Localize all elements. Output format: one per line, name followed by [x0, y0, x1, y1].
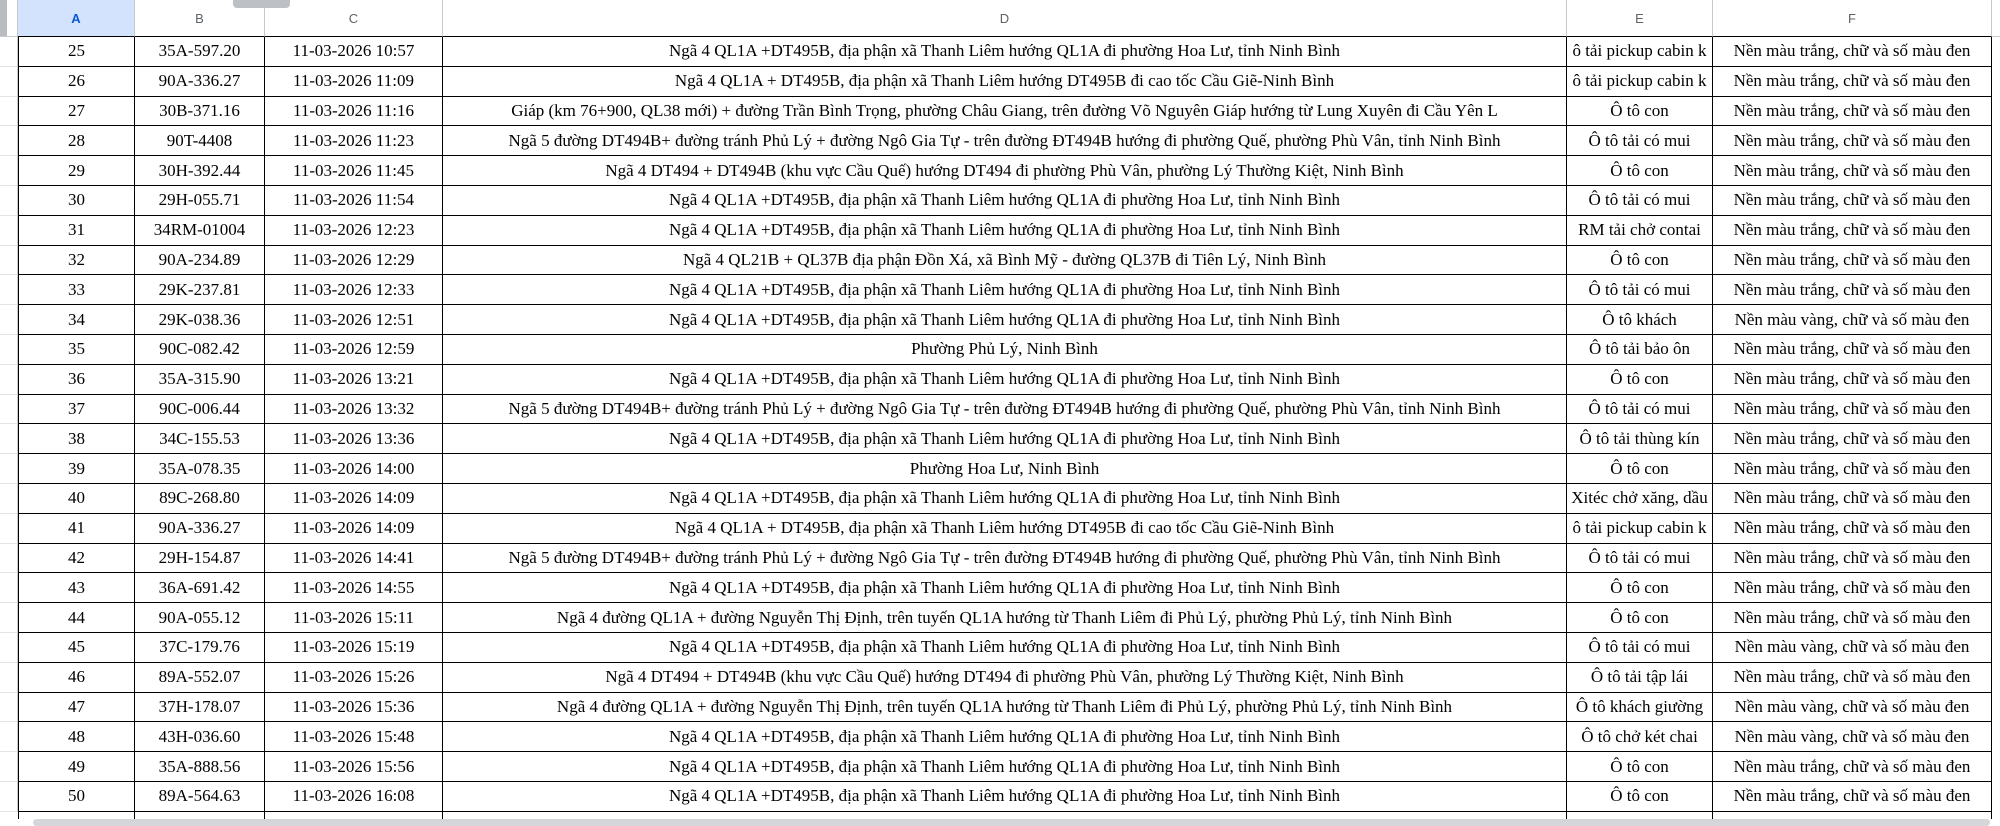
cell-a[interactable]: 35: [18, 335, 135, 365]
cell-a[interactable]: 43: [18, 573, 135, 603]
cell-plate[interactable]: 90A-336.27: [135, 67, 265, 97]
cell-location[interactable]: Ngã 4 QL1A +DT495B, địa phận xã Thanh Liêm hướng QL1A đi phường Hoa Lư, tỉnh Ninh Bình: [443, 186, 1567, 216]
cell-overflow: [1992, 395, 2000, 425]
table-row: [0, 633, 2000, 663]
cell-location[interactable]: Ngã 4 QL1A +DT495B, địa phận xã Thanh Liêm hướng QL1A đi phường Hoa Lư, tỉnh Ninh Bình: [443, 275, 1567, 305]
cell-plate-color[interactable]: Nền màu vàng, chữ và số màu đen: [1713, 722, 1992, 752]
row-gutter-cell[interactable]: [0, 454, 18, 484]
cell-overflow: [1992, 97, 2000, 127]
table-row: [0, 156, 2000, 186]
cell-vehicle-type[interactable]: Ô tô con: [1567, 573, 1713, 603]
cell-a[interactable]: 31: [18, 216, 135, 246]
cell-vehicle-type[interactable]: Ô tô tải có mui: [1567, 544, 1713, 574]
cell-overflow: [1992, 424, 2000, 454]
cell-datetime[interactable]: 11-03-2026 16:08: [265, 782, 443, 812]
cell-location[interactable]: Ngã 5 đường DT494B+ đường tránh Phủ Lý + đường Ngô Gia Tự - trên đường ĐT494B hướng đi phường Quế, phường Phù Vân, tỉnh Ninh Bình: [443, 395, 1567, 425]
cell-vehicle-type[interactable]: Ô tô tải thùng kín: [1567, 424, 1713, 454]
cell-datetime[interactable]: 11-03-2026 12:33: [265, 275, 443, 305]
cell-overflow: [1992, 305, 2000, 335]
row-gutter-cell[interactable]: [0, 752, 18, 782]
cell-vehicle-type[interactable]: Ô tô con: [1567, 782, 1713, 812]
cell-datetime[interactable]: 11-03-2026 15:11: [265, 603, 443, 633]
cell-overflow: [1992, 722, 2000, 752]
cell-location[interactable]: Ngã 4 QL1A +DT495B, địa phận xã Thanh Liêm hướng QL1A đi phường Hoa Lư, tỉnh Ninh Bình: [443, 573, 1567, 603]
cell-location[interactable]: Ngã 4 QL1A +DT495B, địa phận xã Thanh Liêm hướng QL1A đi phường Hoa Lư, tỉnh Ninh Bình: [443, 424, 1567, 454]
cell-location[interactable]: Ngã 4 DT494 + DT494B (khu vực Cầu Quế) hướng DT494 đi phường Phù Vân, phường Lý Thường Kiệt, Ninh Bình: [443, 663, 1567, 693]
table-row: [0, 424, 2000, 454]
cell-a[interactable]: 36: [18, 365, 135, 395]
cell-a[interactable]: 33: [18, 275, 135, 305]
row-gutter-cell[interactable]: [0, 37, 18, 67]
cell-location[interactable]: Ngã 4 QL1A +DT495B, địa phận xã Thanh Liêm hướng QL1A đi phường Hoa Lư, tỉnh Ninh Bình: [443, 365, 1567, 395]
cell-plate-color[interactable]: Nền màu trắng, chữ và số màu đen: [1713, 246, 1992, 276]
cell-vehicle-type[interactable]: Ô tô tải có mui: [1567, 186, 1713, 216]
cell-datetime[interactable]: 11-03-2026 14:41: [265, 544, 443, 574]
cell-a[interactable]: 39: [18, 454, 135, 484]
cell-plate[interactable]: 35A-888.56: [135, 752, 265, 782]
row-gutter-cell[interactable]: [0, 156, 18, 186]
row-gutter-cell[interactable]: [0, 663, 18, 693]
cell-location[interactable]: Ngã 4 đường QL1A + đường Nguyễn Thị Định, trên tuyến QL1A hướng từ Thanh Liêm đi Phủ Lý, phường Phủ Lý, tỉnh Ninh Bình: [443, 693, 1567, 723]
cell-overflow: [1992, 246, 2000, 276]
cell-location[interactable]: Ngã 4 đường QL1A + đường Nguyễn Thị Định, trên tuyến QL1A hướng từ Thanh Liêm đi Phủ Lý, phường Phủ Lý, tỉnh Ninh Bình: [443, 603, 1567, 633]
row-gutter-cell[interactable]: [0, 424, 18, 454]
cell-vehicle-type[interactable]: Ô tô tải có mui: [1567, 275, 1713, 305]
cell-plate[interactable]: 34RM-01004: [135, 216, 265, 246]
cell-a[interactable]: 34: [18, 305, 135, 335]
cell-plate[interactable]: 89A-564.63: [135, 782, 265, 812]
cell-overflow: [1992, 544, 2000, 574]
table-row: [0, 275, 2000, 305]
cell-a[interactable]: 38: [18, 424, 135, 454]
column-header-a[interactable]: A: [18, 0, 135, 37]
cell-datetime[interactable]: 11-03-2026 14:09: [265, 514, 443, 544]
cell-overflow: [1992, 126, 2000, 156]
table-row: [0, 395, 2000, 425]
cell-vehicle-type[interactable]: Ô tô khách giường: [1567, 693, 1713, 723]
cell-a[interactable]: 44: [18, 603, 135, 633]
cell-datetime[interactable]: 11-03-2026 11:09: [265, 67, 443, 97]
cell-plate[interactable]: 30B-371.16: [135, 97, 265, 127]
cell-vehicle-type[interactable]: ô tải pickup cabin k: [1567, 67, 1713, 97]
corner-box: [0, 0, 7, 36]
cell-a[interactable]: 47: [18, 693, 135, 723]
scroll-notch: [233, 0, 290, 8]
column-header-b[interactable]: B: [135, 0, 265, 37]
cell-datetime[interactable]: 11-03-2026 15:19: [265, 633, 443, 663]
cell-datetime[interactable]: 11-03-2026 15:48: [265, 722, 443, 752]
table-row: [0, 752, 2000, 782]
cell-a[interactable]: 45: [18, 633, 135, 663]
cell-plate[interactable]: 43H-036.60: [135, 722, 265, 752]
cell-a[interactable]: 27: [18, 97, 135, 127]
row-gutter-cell[interactable]: [0, 365, 18, 395]
cell-plate-color[interactable]: Nền màu trắng, chữ và số màu đen: [1713, 454, 1992, 484]
cell-vehicle-type[interactable]: RM tải chở contai: [1567, 216, 1713, 246]
cell-vehicle-type[interactable]: Ô tô tải tập lái: [1567, 663, 1713, 693]
cell-plate-color[interactable]: Nền màu trắng, chữ và số màu đen: [1713, 663, 1992, 693]
column-header-f[interactable]: F: [1713, 0, 1992, 37]
cell-datetime[interactable]: 11-03-2026 12:59: [265, 335, 443, 365]
cell-datetime[interactable]: 11-03-2026 12:23: [265, 216, 443, 246]
cell-overflow: [1992, 663, 2000, 693]
table-row: [0, 722, 2000, 752]
cell-overflow: [1992, 156, 2000, 186]
cell-vehicle-type[interactable]: Ô tô tải bảo ôn: [1567, 335, 1713, 365]
cell-datetime[interactable]: 11-03-2026 15:36: [265, 693, 443, 723]
cell-plate-color[interactable]: Nền màu trắng, chữ và số màu đen: [1713, 156, 1992, 186]
table-row: [0, 365, 2000, 395]
row-gutter-cell[interactable]: [0, 275, 18, 305]
cell-overflow: [1992, 573, 2000, 603]
cell-vehicle-type[interactable]: Ô tô con: [1567, 603, 1713, 633]
row-gutter-cell[interactable]: [0, 67, 18, 97]
cell-datetime[interactable]: 11-03-2026 14:55: [265, 573, 443, 603]
table-row: [0, 186, 2000, 216]
row-gutter-header[interactable]: [0, 0, 18, 37]
table-row: [0, 126, 2000, 156]
row-gutter-cell[interactable]: [0, 246, 18, 276]
cell-location[interactable]: Ngã 5 đường DT494B+ đường tránh Phủ Lý + đường Ngô Gia Tự - trên đường ĐT494B hướng đi phường Quế, phường Phù Vân, tỉnh Ninh Bình: [443, 544, 1567, 574]
cell-vehicle-type[interactable]: Ô tô tải có mui: [1567, 395, 1713, 425]
column-header-e[interactable]: E: [1567, 0, 1713, 37]
cell-location[interactable]: Ngã 4 QL1A +DT495B, địa phận xã Thanh Liêm hướng QL1A đi phường Hoa Lư, tỉnh Ninh Bình: [443, 752, 1567, 782]
table-row: [0, 484, 2000, 514]
cell-datetime[interactable]: 11-03-2026 13:21: [265, 365, 443, 395]
cell-datetime[interactable]: 11-03-2026 11:16: [265, 97, 443, 127]
cell-plate[interactable]: 36A-691.42: [135, 573, 265, 603]
row-gutter-cell[interactable]: [0, 544, 18, 574]
row-gutter-cell[interactable]: [0, 603, 18, 633]
cell-plate[interactable]: 29K-237.81: [135, 275, 265, 305]
cell-plate[interactable]: 90C-006.44: [135, 395, 265, 425]
cell-overflow: [1992, 186, 2000, 216]
row-gutter-cell[interactable]: [0, 395, 18, 425]
cell-plate-color[interactable]: Nền màu trắng, chữ và số màu đen: [1713, 365, 1992, 395]
cell-datetime[interactable]: 11-03-2026 15:26: [265, 663, 443, 693]
cell-plate[interactable]: 37H-178.07: [135, 693, 265, 723]
cell-overflow: [1992, 365, 2000, 395]
row-gutter-cell[interactable]: [0, 782, 18, 812]
cell-plate[interactable]: 30H-392.44: [135, 156, 265, 186]
cell-overflow: [1992, 216, 2000, 246]
cell-a[interactable]: 28: [18, 126, 135, 156]
cell-vehicle-type[interactable]: Ô tô khách: [1567, 305, 1713, 335]
cell-a[interactable]: 42: [18, 544, 135, 574]
cell-a[interactable]: 37: [18, 395, 135, 425]
column-header-d[interactable]: D: [443, 0, 1567, 37]
cell-datetime[interactable]: 11-03-2026 12:29: [265, 246, 443, 276]
cell-plate-color[interactable]: Nền màu vàng, chữ và số màu đen: [1713, 633, 1992, 663]
cell-plate-color[interactable]: Nền màu trắng, chữ và số màu đen: [1713, 186, 1992, 216]
cell-vehicle-type[interactable]: ô tải pickup cabin k: [1567, 37, 1713, 67]
cell-datetime[interactable]: 11-03-2026 13:36: [265, 424, 443, 454]
cell-plate[interactable]: 29H-055.71: [135, 186, 265, 216]
row-gutter-cell[interactable]: [0, 335, 18, 365]
cell-a[interactable]: 50: [18, 782, 135, 812]
cell-plate-color[interactable]: Nền màu vàng, chữ và số màu đen: [1713, 693, 1992, 723]
cell-vehicle-type[interactable]: Xitéc chở xăng, dầu: [1567, 484, 1713, 514]
cell-a[interactable]: 41: [18, 514, 135, 544]
cell-overflow: [1992, 603, 2000, 633]
row-gutter-cell[interactable]: [0, 633, 18, 663]
cell-plate-color[interactable]: Nền màu trắng, chữ và số màu đen: [1713, 603, 1992, 633]
cell-a[interactable]: 25: [18, 37, 135, 67]
cell-vehicle-type[interactable]: Ô tô tải có mui: [1567, 126, 1713, 156]
cell-vehicle-type[interactable]: ô tải pickup cabin k: [1567, 514, 1713, 544]
cell-a[interactable]: 49: [18, 752, 135, 782]
cell-location[interactable]: Ngã 4 DT494 + DT494B (khu vực Cầu Quế) hướng DT494 đi phường Phù Vân, phường Lý Thường Kiệt, Ninh Bình: [443, 156, 1567, 186]
cell-overflow: [1992, 514, 2000, 544]
cell-location[interactable]: Ngã 4 QL1A +DT495B, địa phận xã Thanh Liêm hướng QL1A đi phường Hoa Lư, tỉnh Ninh Bình: [443, 484, 1567, 514]
cell-a[interactable]: 40: [18, 484, 135, 514]
table-row: [0, 335, 2000, 365]
cell-vehicle-type[interactable]: Ô tô tải có mui: [1567, 633, 1713, 663]
cell-plate-color[interactable]: Nền màu trắng, chữ và số màu đen: [1713, 752, 1992, 782]
table-row: [0, 514, 2000, 544]
cell-datetime[interactable]: 11-03-2026 12:51: [265, 305, 443, 335]
cell-location[interactable]: Ngã 4 QL1A +DT495B, địa phận xã Thanh Liêm hướng QL1A đi phường Hoa Lư, tỉnh Ninh Bình: [443, 722, 1567, 752]
table-row: [0, 603, 2000, 633]
cell-datetime[interactable]: 11-03-2026 11:23: [265, 126, 443, 156]
cell-datetime[interactable]: 11-03-2026 10:57: [265, 37, 443, 67]
column-header-c[interactable]: C: [265, 0, 443, 37]
cell-plate-color[interactable]: Nền màu trắng, chữ và số màu đen: [1713, 514, 1992, 544]
table-row: [0, 216, 2000, 246]
table-row: [0, 544, 2000, 574]
cell-overflow: [1992, 67, 2000, 97]
cell-plate-color[interactable]: Nền màu vàng, chữ và số màu đen: [1713, 305, 1992, 335]
cell-vehicle-type[interactable]: Ô tô con: [1567, 156, 1713, 186]
cell-plate-color[interactable]: Nền màu trắng, chữ và số màu đen: [1713, 395, 1992, 425]
cell-plate-color[interactable]: Nền màu trắng, chữ và số màu đen: [1713, 484, 1992, 514]
cell-location[interactable]: Ngã 4 QL1A +DT495B, địa phận xã Thanh Liêm hướng QL1A đi phường Hoa Lư, tỉnh Ninh Bình: [443, 782, 1567, 812]
cell-overflow: [1992, 335, 2000, 365]
row-gutter-cell[interactable]: [0, 573, 18, 603]
cell-datetime[interactable]: 11-03-2026 14:00: [265, 454, 443, 484]
cell-location[interactable]: Ngã 4 QL1A +DT495B, địa phận xã Thanh Liêm hướng QL1A đi phường Hoa Lư, tỉnh Ninh Bình: [443, 305, 1567, 335]
cell-overflow: [1992, 693, 2000, 723]
row-gutter-cell[interactable]: [0, 186, 18, 216]
column-header-row: [0, 0, 2000, 37]
cell-vehicle-type[interactable]: Ô tô con: [1567, 97, 1713, 127]
cell-overflow: [1992, 633, 2000, 663]
cell-location[interactable]: Giáp (km 76+900, QL38 mới) + đường Trần Bình Trọng, phường Châu Giang, trên đường Võ Nguyên Giáp hướng từ Lung Xuyên đi Cầu Yên L: [443, 97, 1567, 127]
cell-location[interactable]: Ngã 5 đường DT494B+ đường tránh Phủ Lý + đường Ngô Gia Tự - trên đường ĐT494B hướng đi phường Quế, phường Phù Vân, tỉnh Ninh Bình: [443, 126, 1567, 156]
table-row: [0, 454, 2000, 484]
table-row: [0, 693, 2000, 723]
cell-a[interactable]: 48: [18, 722, 135, 752]
cell-plate[interactable]: 35A-315.90: [135, 365, 265, 395]
table-row: [0, 67, 2000, 97]
cell-overflow: [1992, 782, 2000, 812]
cell-plate[interactable]: 89C-268.80: [135, 484, 265, 514]
cell-datetime[interactable]: 11-03-2026 13:32: [265, 395, 443, 425]
cell-location[interactable]: Ngã 4 QL21B + QL37B địa phận Đồn Xá, xã Bình Mỹ - đường QL37B đi Tiên Lý, Ninh Bình: [443, 246, 1567, 276]
cell-plate[interactable]: 29H-154.87: [135, 544, 265, 574]
row-gutter-cell[interactable]: [0, 514, 18, 544]
cell-a[interactable]: 26: [18, 67, 135, 97]
cell-a[interactable]: 29: [18, 156, 135, 186]
cell-plate-color[interactable]: Nền màu trắng, chữ và số màu đen: [1713, 424, 1992, 454]
cell-plate-color[interactable]: Nền màu trắng, chữ và số màu đen: [1713, 335, 1992, 365]
cell-plate-color[interactable]: Nền màu trắng, chữ và số màu đen: [1713, 37, 1992, 67]
cell-vehicle-type[interactable]: Ô tô chở két chai: [1567, 722, 1713, 752]
table-row: [0, 663, 2000, 693]
cell-location[interactable]: Ngã 4 QL1A +DT495B, địa phận xã Thanh Liêm hướng QL1A đi phường Hoa Lư, tỉnh Ninh Bình: [443, 216, 1567, 246]
row-gutter-cell[interactable]: [0, 97, 18, 127]
cell-plate-color[interactable]: Nền màu trắng, chữ và số màu đen: [1713, 126, 1992, 156]
cell-overflow: [1992, 275, 2000, 305]
cell-plate[interactable]: 29K-038.36: [135, 305, 265, 335]
cell-plate-color[interactable]: Nền màu trắng, chữ và số màu đen: [1713, 275, 1992, 305]
cell-plate[interactable]: 90C-082.42: [135, 335, 265, 365]
cell-plate-color[interactable]: Nền màu trắng, chữ và số màu đen: [1713, 544, 1992, 574]
column-header-overflow: [1992, 0, 2000, 37]
row-gutter-cell[interactable]: [0, 722, 18, 752]
table-row: [0, 782, 2000, 812]
cell-plate[interactable]: 34C-155.53: [135, 424, 265, 454]
row-gutter-cell[interactable]: [0, 126, 18, 156]
cell-a[interactable]: 30: [18, 186, 135, 216]
cell-plate[interactable]: 37C-179.76: [135, 633, 265, 663]
cell-a[interactable]: 32: [18, 246, 135, 276]
table-row: [0, 97, 2000, 127]
cell-datetime[interactable]: 11-03-2026 15:56: [265, 752, 443, 782]
partial-next-row: [0, 812, 2000, 819]
cell-plate[interactable]: 90A-055.12: [135, 603, 265, 633]
cell-plate[interactable]: 35A-078.35: [135, 454, 265, 484]
cell-datetime[interactable]: 11-03-2026 14:09: [265, 484, 443, 514]
cell-vehicle-type[interactable]: Ô tô con: [1567, 365, 1713, 395]
cell-plate-color[interactable]: Nền màu trắng, chữ và số màu đen: [1713, 216, 1992, 246]
row-gutter-cell[interactable]: [0, 216, 18, 246]
cell-a[interactable]: 46: [18, 663, 135, 693]
cell-plate-color[interactable]: Nền màu trắng, chữ và số màu đen: [1713, 573, 1992, 603]
cell-location[interactable]: Ngã 4 QL1A +DT495B, địa phận xã Thanh Liêm hướng QL1A đi phường Hoa Lư, tỉnh Ninh Bình: [443, 633, 1567, 663]
cell-location[interactable]: Ngã 4 QL1A +DT495B, địa phận xã Thanh Liêm hướng QL1A đi phường Hoa Lư, tỉnh Ninh Bình: [443, 37, 1567, 67]
cell-plate[interactable]: 90T-4408: [135, 126, 265, 156]
cell-overflow: [1992, 484, 2000, 514]
horizontal-scrollbar[interactable]: [33, 819, 1990, 826]
cell-location[interactable]: Ngã 4 QL1A + DT495B, địa phận xã Thanh Liêm hướng DT495B đi cao tốc Cầu Giẽ-Ninh Bình: [443, 67, 1567, 97]
table-row: [0, 246, 2000, 276]
cell-vehicle-type[interactable]: Ô tô con: [1567, 246, 1713, 276]
cell-plate[interactable]: 90A-234.89: [135, 246, 265, 276]
row-gutter-cell[interactable]: [0, 305, 18, 335]
cell-plate[interactable]: 35A-597.20: [135, 37, 265, 67]
table-row: [0, 37, 2000, 67]
row-gutter-cell[interactable]: [0, 484, 18, 514]
cell-overflow: [1992, 752, 2000, 782]
cell-overflow: [1992, 37, 2000, 67]
cell-vehicle-type[interactable]: Ô tô con: [1567, 454, 1713, 484]
table-row: [0, 573, 2000, 603]
cell-location[interactable]: Phường Hoa Lư, Ninh Bình: [443, 454, 1567, 484]
cell-location[interactable]: Phường Phủ Lý, Ninh Bình: [443, 335, 1567, 365]
table-row: [0, 305, 2000, 335]
cell-overflow: [1992, 454, 2000, 484]
cell-plate-color[interactable]: Nền màu trắng, chữ và số màu đen: [1713, 67, 1992, 97]
cell-datetime[interactable]: 11-03-2026 11:54: [265, 186, 443, 216]
cell-plate[interactable]: 89A-552.07: [135, 663, 265, 693]
cell-plate[interactable]: 90A-336.27: [135, 514, 265, 544]
cell-plate-color[interactable]: Nền màu trắng, chữ và số màu đen: [1713, 97, 1992, 127]
table-body: [0, 37, 2000, 812]
cell-vehicle-type[interactable]: Ô tô con: [1567, 752, 1713, 782]
cell-datetime[interactable]: 11-03-2026 11:45: [265, 156, 443, 186]
cell-plate-color[interactable]: Nền màu trắng, chữ và số màu đen: [1713, 782, 1992, 812]
row-gutter-cell[interactable]: [0, 693, 18, 723]
cell-location[interactable]: Ngã 4 QL1A + DT495B, địa phận xã Thanh Liêm hướng DT495B đi cao tốc Cầu Giẽ-Ninh Bình: [443, 514, 1567, 544]
